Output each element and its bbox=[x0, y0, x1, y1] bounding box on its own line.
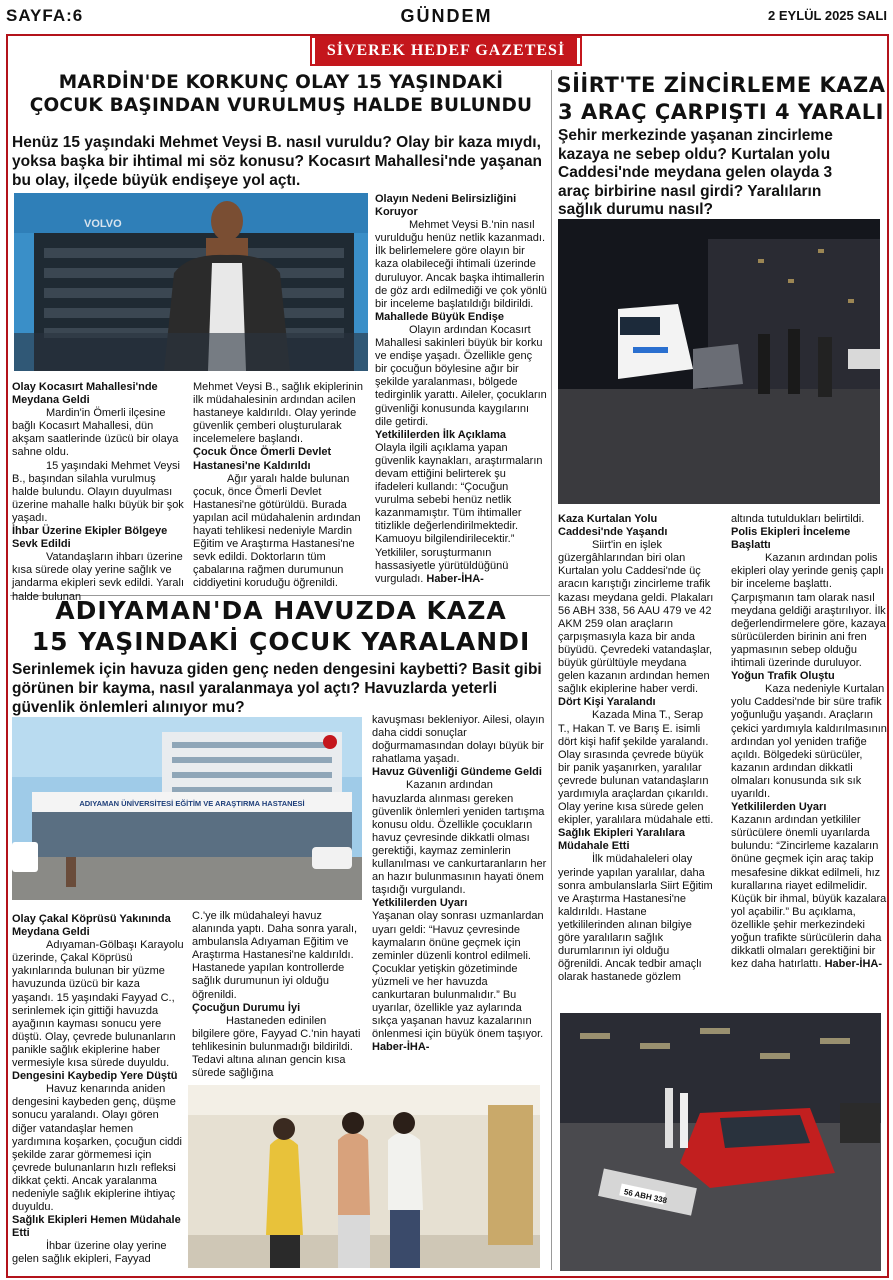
hospital-sign-text: ADIYAMAN ÜNİVERSİTESİ EĞİTİM VE ARAŞTIRMA HASTANESİ bbox=[79, 799, 305, 808]
article1-paragraph: Ağır yaralı halde bulunan çocuk, önce Ömerli Devlet Hastanesi'ne götürüldü. Burada yapılan acil müdahalenin ardından hayati tehlikesi nedeniyle Mardin Eğitim ve Araştırma Hastanesi'ne sevk edildi. Doktorların tüm çabalarına rağmen durumunun ciddiyetini koruduğu öğrenildi. bbox=[193, 472, 361, 590]
article3-photo bbox=[558, 219, 880, 504]
article2-photo bbox=[12, 717, 362, 900]
article3-paragraph: İlk müdahaleleri olay yerinde yapılan yaralılar, daha sonra ambulanslarla Siirt Eğitim ve Araştırma Hastanesi'ne kaldırıldı. Hastane yetkililerinden alınan bilgiye göre yaralıların sağlık durumlarının iyi olduğu öğrenildi. Ancak tedbir amaçlı olarak hastanede gözlem bbox=[558, 853, 713, 984]
article1-subhead: Yetkililerden İlk Açıklama bbox=[375, 428, 507, 441]
article3-paragraph: Kaza nedeniyle Kurtalan yolu Caddesi'nde bir süre trafik yoğunluğu yaşandı. Araçların çekici yardımıyla kaldırılmasının ardından yol yeniden trafiğe açıldı. Bölgedeki sürücüler, kazanın ardından dikkatli olmaları konusunda sık sık uyarıldı. bbox=[731, 683, 887, 800]
article2-source: Haber-İHA- bbox=[372, 1041, 430, 1054]
article1-subhead: Olayın Nedeni Belirsizliğini Koruyor bbox=[375, 193, 517, 219]
article1-paragraph: Olayın ardından Kocasırt Mahallesi sakinleri büyük bir korku ve endişe yaşadı. Özellikle genç bir çocuğun böylesine ağır bir şekilde yaralanması, bölgede tedirginlik yarattı. Aileler, çocukların güvenliği konusunda kaygılarını dile getirdi. bbox=[375, 323, 547, 428]
article1-subhead: Olay Kocasırt Mahallesi'nde Meydana Geldi bbox=[12, 381, 158, 407]
article3-paragraph: Kazanın ardından polis ekipleri olay yerinde geniş çaplı bir inceleme başlattı. Çarpışmanın tam olarak nasıl meydana geldiği araştırılıyor. İlk değerlendirmelere göre, kazaya sürücülerden birinin ani fren yapmasının sebep olduğu ihtimali üzerinde duruluyor. bbox=[731, 552, 886, 670]
article1-headline-line2: ÇOCUK BAŞINDAN VURULMUŞ HALDE BULUNDU bbox=[29, 95, 533, 117]
article1-paragraph: 15 yaşındaki Mehmet Veysi B., başından silahla vurulmuş halde bulundu. Olayın duyulması üzerine mahalle halkı büyük bir şok yaşadı. bbox=[12, 459, 184, 524]
article1-paragraph: Mehmet Veysi B., sağlık ekiplerinin ilk müdahalesinin ardından acilen hastaneye kaldırıldı. Olay yerinde güvenlik çemberi oluşturularak incelemelere başlandı. bbox=[193, 381, 363, 446]
column-divider bbox=[551, 70, 552, 1270]
article1-column1 bbox=[12, 381, 184, 604]
article1-column2 bbox=[193, 381, 367, 591]
article2-subhead: Havuz Güvenliği Gündeme Geldi bbox=[372, 766, 542, 779]
newspaper-masthead: SİVEREK HEDEF GAZETESİ bbox=[312, 38, 580, 64]
article2-subhead: Dengesini Kaybedip Yere Düştü bbox=[12, 1070, 178, 1083]
article2-paragraph: Havuz kenarında aniden dengesini kaybeden genç, düşme sonucu yaralandı. Olayı gören diğer vatandaşlar hemen yardımına koşarken, çocuğun ciddi şekilde zarar görmemesi için çevrede bulunanların hızlı refleksi dikkat çekti. Ancak yaralanma nedeniyle sağlık ekiplerine ihtiyaç duyuldu. bbox=[12, 1083, 182, 1214]
truck-boy-image bbox=[14, 193, 368, 371]
article2-headline-line1: ADIYAMAN'DA HAVUZDA KAZA bbox=[55, 596, 507, 625]
article2-paragraph: Yaşanan olay sonrası uzmanlardan uyarı geldi: “Havuz çevresinde kaymaların önüne geçmek için zeminler düzenli kontrol edilmeli. Çocuklar yetişkin gözetiminde yüzmeli ve her havuzda cankurtaran bulunmalıdır.” Bu uyarılar, özellikle yaz aylarında sıkça yaşanan havuz kazalarının önlenmesi için büyük önem taşıyor. bbox=[372, 910, 544, 1041]
article3-paragraph: Kazanın ardından yetkililer sürücülere önemli uyarılarda bulundu: “Zincirleme kazaların önüne geçmek için araç takip mesafesine dikkat edilmeli, hız kurallarına riayet edilmelidir. Küçük bir ihmal, büyük kazalara yol açabilir.” Bu açıklama, özellikle şehir merkezindeki yoğun trafikte sürücülerin daha dikkatli olmaları gerektiğini bir kez daha hatırlattı. bbox=[731, 814, 887, 971]
article1-paragraph: Mehmet Veysi B.'nin nasıl vurulduğu henüz netlik kazanmadı. İlk belirlemelere göre olayın bir kaza olabileceği ihtimali üzerinde duruluyor. Ancak başka ihtimallerin de göz ardı edilmediği ve çok yönlü bir inceleme başlatıldığı bildirildi. bbox=[375, 219, 547, 310]
article3-column2 bbox=[731, 513, 887, 971]
article2-column2 bbox=[192, 910, 364, 1080]
article1-subhead: İhbar Üzerine Ekipler Bölgeye Sevk Edildi bbox=[12, 525, 168, 551]
article3-photo-car bbox=[560, 1013, 881, 1271]
article3-subhead: Dört Kişi Yaralandı bbox=[558, 696, 656, 709]
article3-source: Haber-İHA- bbox=[824, 958, 883, 971]
article2-subhead: Olay Çakal Köprüsü Yakınında Meydana Geldi bbox=[12, 913, 171, 939]
article3-subhead: Yetkililerden Uyarı bbox=[731, 801, 827, 814]
article2-subhead: Çocuğun Durumu İyi bbox=[192, 1001, 301, 1014]
article1-headline bbox=[12, 72, 550, 117]
article2-photo-hallway bbox=[188, 1085, 540, 1268]
article3-lead: Şehir merkezinde yaşanan zincirleme kazaya ne sebep oldu? Kurtalan yolu Caddesi'nde meydana gelen olayda 3 araç birbirine nasıl girdi? Yaralıların sağlık durumu nasıl? bbox=[558, 127, 833, 218]
article3-headline-line2: 3 ARAÇ ÇARPIŞTI 4 YARALI bbox=[558, 100, 884, 125]
hospital-image bbox=[12, 717, 362, 900]
issue-date: 2 EYLÜL 2025 SALI bbox=[768, 8, 887, 23]
article2-paragraph: Hastaneden edinilen bilgilere göre, Fayyad C.'nin hayati tehlikesinin bulunmadığı bildirildi. Tedavi altına alınan gencin kısa sürede sağlığına bbox=[192, 1014, 361, 1080]
page-header bbox=[0, 0, 893, 30]
article3-column1 bbox=[558, 513, 714, 984]
article2-lead: Serinlemek için havuza giden genç neden dengesini kaybetti? Basit gibi görünen bir kayma, nasıl yaralanmaya yol açtı? Havuzlarda yeterli güvenlik önlemleri alınıyor mu? bbox=[12, 661, 542, 716]
damaged-car-image bbox=[560, 1013, 881, 1271]
section-title: GÜNDEM bbox=[400, 6, 493, 26]
article1-source: Haber-İHA- bbox=[426, 572, 484, 585]
night-crash-image bbox=[558, 219, 880, 504]
article2-subhead: Sağlık Ekipleri Hemen Müdahale Etti bbox=[12, 1214, 181, 1240]
article3-subhead: Polis Ekipleri İnceleme Başlattı bbox=[731, 526, 851, 552]
article1-headline-line1: MARDİN'DE KORKUNÇ OLAY 15 YAŞINDAKİ bbox=[58, 72, 504, 93]
article1-column3 bbox=[375, 193, 547, 586]
article1-paragraph: Mardin'in Ömerli ilçesine bağlı Kocasırt Mahallesi, dün akşam saatlerinde üzücü bir olaya sahne oldu. bbox=[12, 407, 179, 459]
article1-photo bbox=[14, 193, 368, 371]
article1-paragraph: Olayla ilgili açıklama yapan güvenlik kaynakları, araştırmaların devam ettiğini belirterek şu ifadeleri kullandı: “Çocuğun vurulma sebebi henüz netlik kazanmamıştır. Tüm ihtimaller titizlikle değerlendirilmektedir. Kamuoyu bilgilendirilecektir.” Yetkililer, soruşturmanın hassasiyetle yürütüldüğünü vurguladı. bbox=[375, 441, 543, 585]
article3-paragraph: Kazada Mina T., Serap T., Hakan T. ve Barış E. isimli dört kişi hafif şekilde yaralandı. Olay sırasında çevrede büyük bir panik yaşanırken, yaralılar çevrede bulunan vatandaşların yardımıyla araçlardan çıkarıldı. Olay yerine kısa sürede gelen ekipler, yaralılara müdahale etti. bbox=[558, 709, 714, 827]
article1-lead: Henüz 15 yaşındaki Mehmet Veysi B. nasıl vuruldu? Olay bir kaza mıydı, yoksa başka bir ihtimal mi söz konusu? Kocasırt Mahallesi'nde yaşanan bu olay, ilçede büyük endişeye yol açtı. bbox=[12, 134, 543, 189]
article3-headline bbox=[556, 72, 886, 127]
article3-paragraph: Siirt'in en işlek güzergâhlarından biri olan Kurtalan yolu Caddesi'nde üç aracın karıştığı zincirleme trafik kazası meydana geldi. Plakaları 56 ABH 338, 56 AAU 479 ve 42 AKM 259 olan araçların çarpışmasıyla kaza bir anda büyüdü. Çevredeki vatandaşlar, büyük gürültüyle meydana gelen kazanın ardından hemen sağlık ekiplerine haber verdi. bbox=[558, 539, 714, 696]
article3-headline-line1: SİİRT'TE ZİNCİRLEME KAZA bbox=[556, 73, 886, 97]
article2-column3 bbox=[372, 714, 548, 1054]
page-number: SAYFA:6 bbox=[6, 6, 84, 25]
hospital-hallway-image bbox=[188, 1085, 540, 1268]
article2-subhead: Yetkililerden Uyarı bbox=[372, 897, 468, 910]
article2-paragraph: Adıyaman-Gölbaşı Karayolu üzerinde, Çakal Köprüsü yakınlarında bulunan bir yüzme havuzunda üzücü bir kaza yaşandı. 15 yaşındaki Fayyad C., serinlemek için gittiği havuzda ayağının kayması sonucu yere düştü. Olay, çevrede bulunanların panikle sağlık ekiplerine haber vermesiyle kısa sürede duyuldu. bbox=[12, 939, 184, 1070]
article1-subhead: Mahallede Büyük Endişe bbox=[375, 310, 504, 323]
article1-paragraph: Vatandaşların ihbarı üzerine kısa sürede olay yerine sağlık ve jandarma ekipleri sevk edildi. Yaralı halde bulunan bbox=[12, 551, 185, 603]
article2-paragraph: kavuşması bekleniyor. Ailesi, olayın daha ciddi sonuçlar doğurmamasından dolayı büyük bir rahatlama yaşadı. bbox=[372, 714, 545, 766]
license-plate-text: 56 ABH 338 bbox=[623, 1187, 668, 1206]
article3-subhead: Yoğun Trafik Oluştu bbox=[731, 670, 835, 683]
article2-headline bbox=[12, 596, 550, 657]
article3-subhead: Kaza Kurtalan Yolu Caddesi'nde Yaşandı bbox=[558, 513, 668, 539]
truck-brand-text: VOLVO bbox=[84, 218, 122, 230]
article1-subhead: Çocuk Önce Ömerli Devlet Hastanesi'ne Kaldırıldı bbox=[193, 446, 332, 472]
article2-paragraph: C.'ye ilk müdahaleyi havuz alanında yaptı. Daha sonra yaralı, ambulansla Adıyaman Eğitim ve Araştırma Hastanesi'ne kaldırıldı. Hastanede yapılan kontrollerde sağlık durumunun iyi olduğu öğrenildi. bbox=[192, 910, 358, 1001]
article3-subhead: Sağlık Ekipleri Yaralılara Müdahale Etti bbox=[558, 827, 685, 853]
article2-paragraph: İhbar üzerine olay yerine gelen sağlık ekipleri, Fayyad bbox=[12, 1240, 167, 1266]
article2-column1 bbox=[12, 913, 184, 1267]
article3-paragraph: altında tutuldukları belirtildi. bbox=[731, 513, 865, 525]
article2-paragraph: Kazanın ardından havuzlarda alınması gereken güvenlik önlemleri yeniden tartışma konusu oldu. Özellikle çocukların havuz çevresinde dikkatli olması gerektiği, kaymaz zeminlerin kullanılması ve cankurtaranların her an hazır bulunmasının hayati önem taşıdığı vurgulandı. bbox=[372, 779, 547, 897]
article2-headline-line2: 15 YAŞINDAKİ ÇOCUK YARALANDI bbox=[31, 626, 531, 656]
